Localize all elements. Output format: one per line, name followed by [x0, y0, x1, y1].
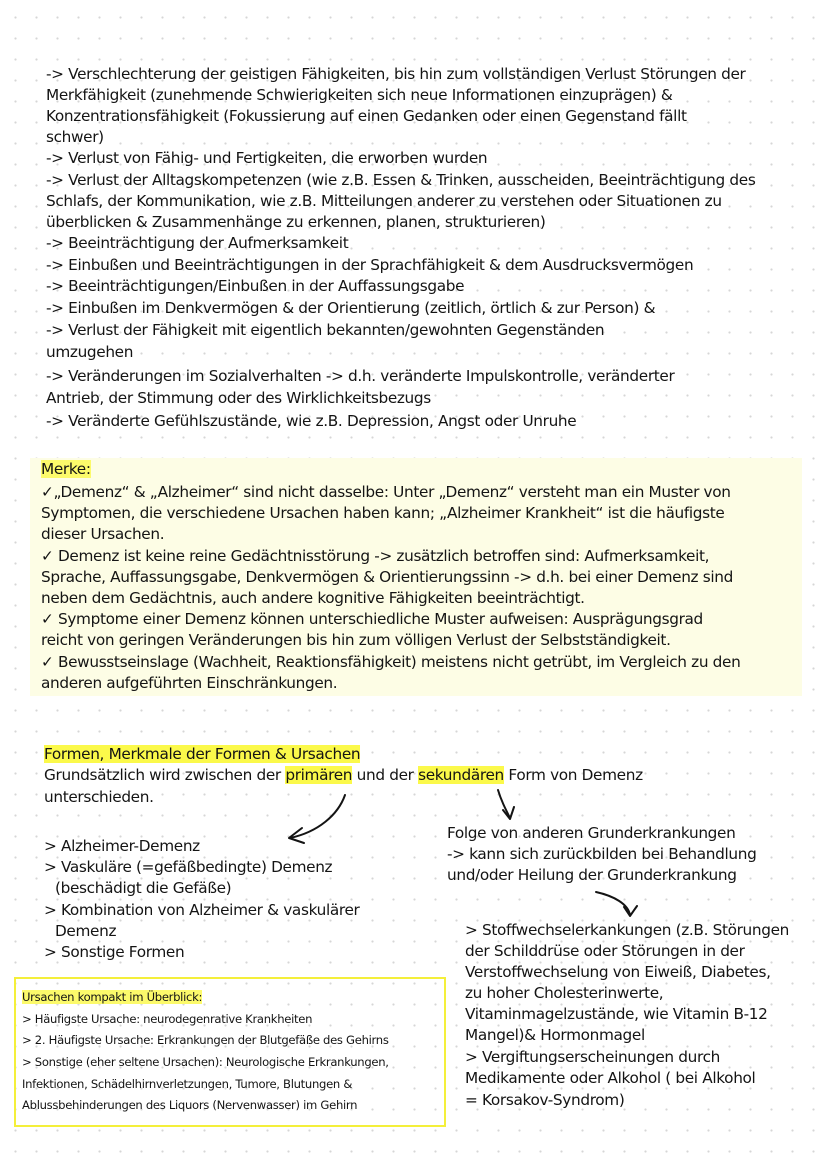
symptom-line: -> Verlust der Alltagskompetenzen (wie z.B. Essen & Trinken, ausscheiden, Beeinträchtigung des: [46, 171, 756, 189]
ursachen-line: > Häufigste Ursache: neurodegenrative Krankheiten: [22, 1012, 313, 1026]
primary-form-item: (beschädigt die Gefäße): [55, 879, 232, 897]
merke-line: reicht von geringen Veränderungen bis hin zum völligen Verlust der Selbstständigkeit.: [41, 631, 671, 649]
arrow-to-secondary-list: [596, 892, 630, 915]
symptom-line: umzugehen: [46, 343, 134, 361]
merke-line: ✓ Demenz ist keine reine Gedächtnisstörung -> zusätzlich betroffen sind: Aufmerksamkeit,: [41, 547, 710, 565]
symptom-line: Antrieb, der Stimmung oder des Wirklichkeitsbezugs: [46, 389, 431, 407]
merke-line: anderen aufgeführten Einschränkungen.: [41, 674, 338, 692]
secondary-desc-line: Folge von anderen Grunderkrankungen: [447, 824, 736, 842]
section-heading: Formen, Merkmale der Formen & Ursachen: [44, 745, 361, 763]
secondary-desc-line: und/oder Heilung der Grunderkrankung: [447, 866, 737, 884]
symptom-line: schwer): [46, 128, 104, 146]
intro-line: unterschieden.: [44, 788, 154, 806]
merke-line: ✓ Symptome einer Demenz können unterschiedliche Muster aufweisen: Ausprägungsgrad: [41, 610, 703, 628]
symptom-line: -> Beeinträchtigungen/Einbußen in der Auffassungsgabe: [46, 277, 465, 295]
secondary-keyword: sekundären: [418, 766, 504, 784]
primary-form-item: > Sonstige Formen: [44, 943, 185, 961]
symptom-line: -> Veränderungen im Sozialverhalten -> d.h. veränderte Impulskontrolle, veränderter: [46, 367, 675, 385]
intro-line: Grundsätzlich wird zwischen der primären und der sekundären Form von Demenz: [44, 766, 643, 784]
merke-line: Sprache, Auffassungsgabe, Denkvermögen & Orientierungssinn -> d.h. bei einer Demenz sind: [41, 568, 733, 586]
secondary-form-item: der Schilddrüse oder Störungen in der: [465, 942, 745, 960]
primary-form-item: > Alzheimer-Demenz: [44, 837, 200, 855]
secondary-form-item: Vitaminmagelzustände, wie Vitamin B-12: [465, 1005, 768, 1023]
primary-form-item: Demenz: [55, 922, 117, 940]
symptom-line: Merkfähigkeit (zunehmende Schwierigkeiten sich neue Informationen einzuprägen) &: [46, 86, 673, 104]
secondary-form-item: zu hoher Cholesterinwerte,: [465, 984, 664, 1002]
secondary-desc-line: -> kann sich zurückbilden bei Behandlung: [447, 845, 757, 863]
merke-line: dieser Ursachen.: [41, 525, 165, 543]
symptom-line: -> Einbußen und Beeinträchtigungen in der Sprachfähigkeit & dem Ausdrucksvermögen: [46, 256, 694, 274]
merke-title: Merke:: [41, 460, 91, 478]
ursachen-title: Ursachen kompakt im Überblick:: [22, 990, 203, 1004]
primary-form-item: > Vaskuläre (=gefäßbedingte) Demenz: [44, 858, 333, 876]
symptom-line: -> Einbußen im Denkvermögen & der Orientierung (zeitlich, örtlich & zur Person) &: [46, 299, 656, 317]
ursachen-line: Ablussbehinderungen des Liquors (Nervenwasser) im Gehirn: [22, 1098, 358, 1112]
ursachen-line: > 2. Häufigste Ursache: Erkrankungen der Blutgefäße des Gehirns: [22, 1033, 389, 1047]
symptom-line: -> Veränderte Gefühlszustände, wie z.B. Depression, Angst oder Unruhe: [46, 412, 577, 430]
secondary-form-item: > Vergiftungserscheinungen durch: [465, 1048, 720, 1066]
ursachen-line: Infektionen, Schädelhirnverletzungen, Tumore, Blutungen &: [22, 1077, 353, 1091]
merke-line: ✓„Demenz“ & „Alzheimer“ sind nicht dasselbe: Unter „Demenz“ versteht man ein Muster von: [41, 483, 731, 501]
symptom-line: Schlafs, der Kommunikation, wie z.B. Mitteilungen anderer zu verstehen oder Situationen zu: [46, 192, 722, 210]
ursachen-line: > Sonstige (eher seltene Ursachen): Neurologische Erkrankungen,: [22, 1055, 389, 1069]
arrow-to-secondary-desc: [498, 790, 510, 818]
merke-line: ✓ Bewusstseinslage (Wachheit, Reaktionsfähigkeit) meistens nicht getrübt, im Vergleich zu den: [41, 653, 741, 671]
symptom-line: -> Verlust von Fähig- und Fertigkeiten, die erworben wurden: [46, 149, 488, 167]
symptom-line: überblicken & Zusammenhänge zu erkennen, planen, strukturieren): [46, 213, 546, 231]
secondary-form-item: > Stoffwechselerkankungen (z.B. Störungen: [465, 921, 790, 939]
secondary-form-item: = Korsakov-Syndrom): [465, 1091, 625, 1109]
symptom-line: -> Beeinträchtigung der Aufmerksamkeit: [46, 234, 349, 252]
symptom-line: -> Verlust der Fähigkeit mit eigentlich bekannten/gewohnten Gegenständen: [46, 321, 605, 339]
secondary-form-item: Verstoffwechselung von Eiweiß, Diabetes,: [465, 963, 771, 981]
primary-keyword: primären: [285, 766, 353, 784]
secondary-form-item: Mangel)& Hormonmagel: [465, 1026, 645, 1044]
symptom-line: -> Verschlechterung der geistigen Fähigkeiten, bis hin zum vollständigen Verlust Störungen der: [46, 65, 746, 83]
symptom-line: Konzentrationsfähigkeit (Fokussierung auf einen Gedanken oder einen Gegenstand fällt: [46, 107, 687, 125]
primary-form-item: > Kombination von Alzheimer & vaskulärer: [44, 901, 360, 919]
merke-line: Symptomen, die verschiedene Ursachen haben kann; „Alzheimer Krankheit“ ist die häufigste: [41, 504, 725, 522]
merke-line: neben dem Gedächtnis, auch andere kognitive Fähigkeiten beeinträchtigt.: [41, 589, 585, 607]
secondary-form-item: Medikamente oder Alkohol ( bei Alkohol: [465, 1069, 756, 1087]
